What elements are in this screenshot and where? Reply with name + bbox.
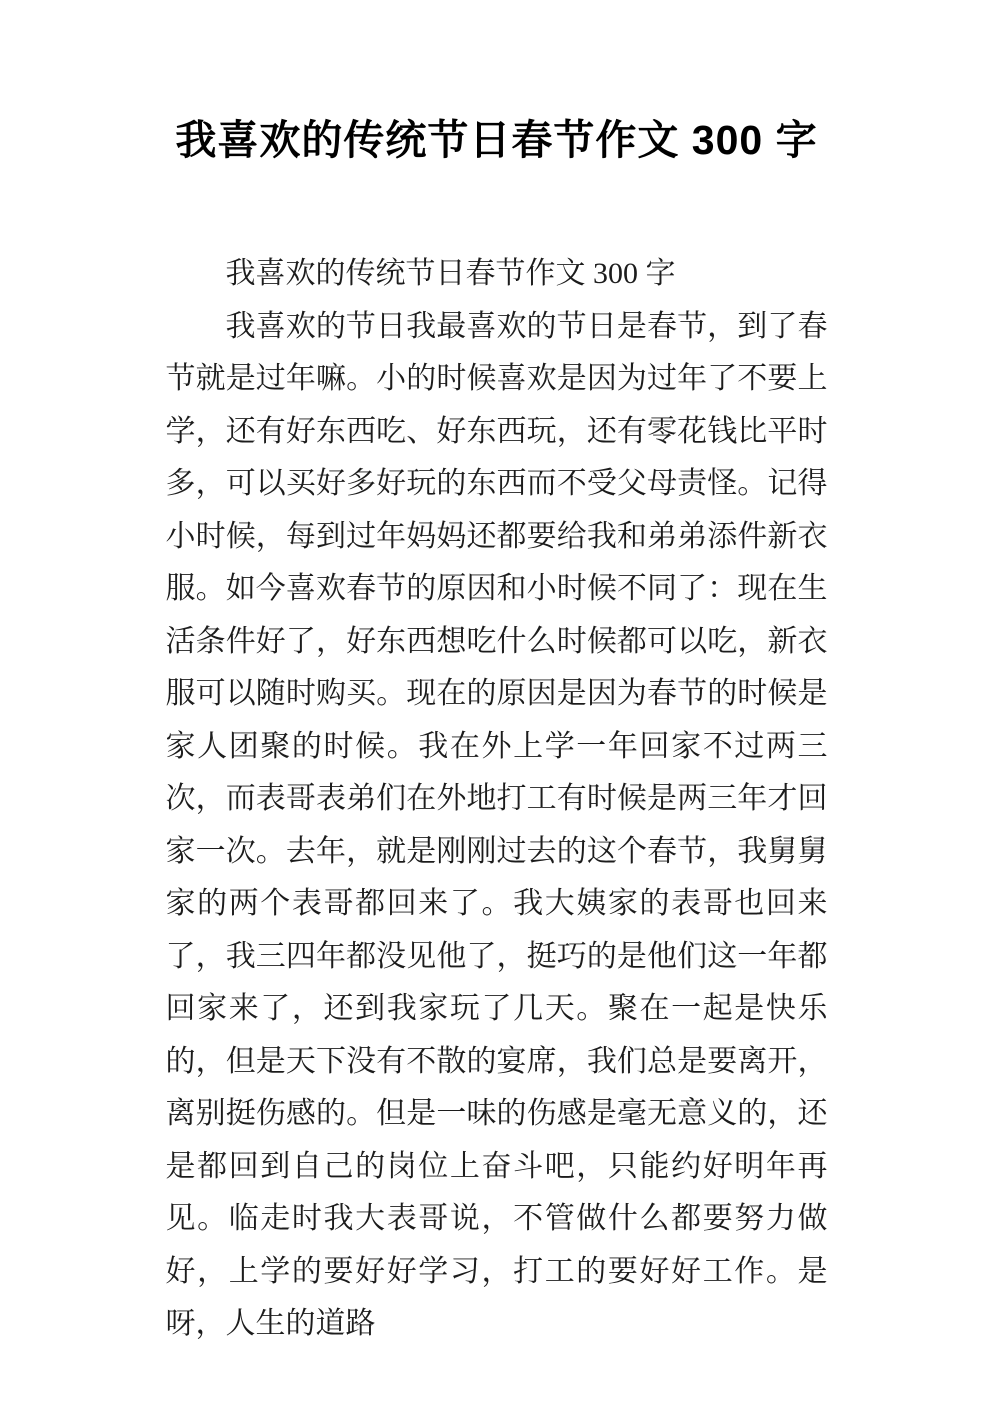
essay-paragraph: 我喜欢的节日我最喜欢的节日是春节，到了春节就是过年嘛。小的时候喜欢是因为过年了不要上学，还有好东西吃、好东西玩，还有零花钱比平时多，可以买好多好玩的东西而不受父母责怪。记得小时候，每到过年妈妈还都要给我和弟弟添件新衣服。如今喜欢春节的原因和小时候不同了：现在生活条件好了，好东西想吃什么时候都可以吃，新衣服可以随时购买。现在的原因是因为春节的时候是家人团聚的时候。我在外上学一年回家不过两三次，而表哥表弟们在外地打工有时候是两三年才回家一次。去年，就是刚刚过去的这个春节，我舅舅家的两个表哥都回来了。我大姨家的表哥也回来了，我三四年都没见他了，挺巧的是他们这一年都回家来了，还到我家玩了几天。聚在一起是快乐的，但是天下没有不散的宴席，我们总是要离开，离别挺伤感的。但是一味的伤感是毫无意义的，还是都回到自己的岗位上奋斗吧，只能约好明年再见。临走时我大表哥说，不管做什么都要努力做好，上学的要好好学习，打工的要好好工作。是呀，人生的道路 [165,309,828,1340]
document-body [166,248,828,1351]
document-subtitle-line: 我喜欢的传统节日春节作文 300 字 [225,257,676,290]
document-title: 我喜欢的传统节日春节作文 300 字 [175,117,818,163]
